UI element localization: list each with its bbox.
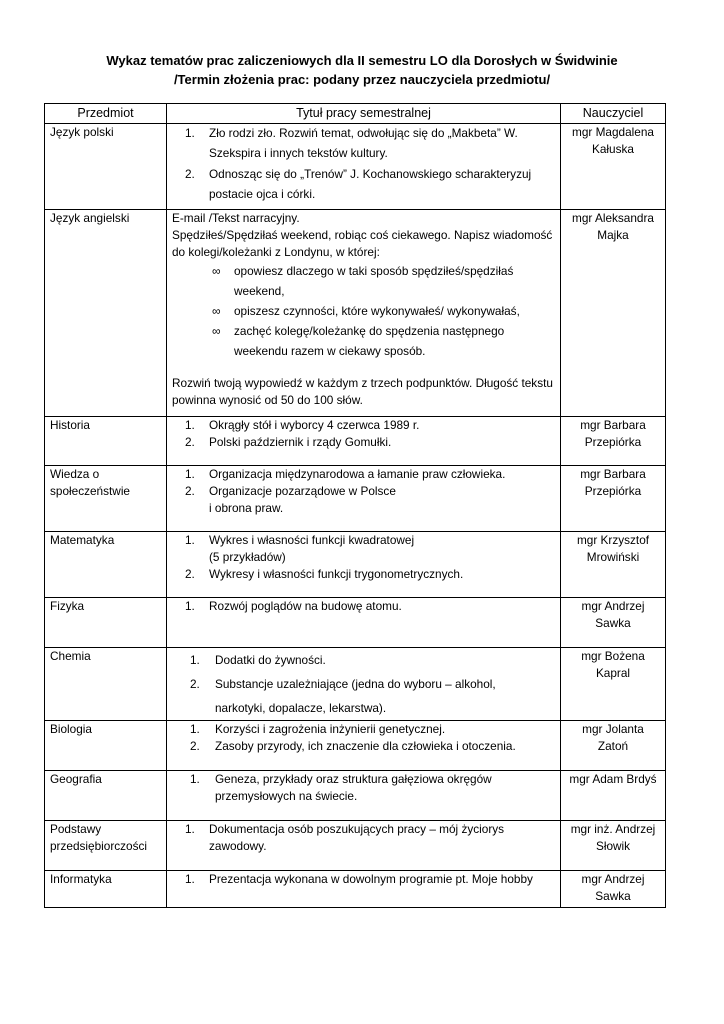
header-subject: Przedmiot	[45, 104, 167, 124]
teacher-cell: mgr Aleksandra Majka	[561, 210, 666, 417]
title-cell	[167, 532, 561, 598]
list-item: 1. Dodatki do żywności.	[190, 653, 326, 667]
table-row	[45, 648, 666, 721]
list-item: 1. Organizacja międzynarodowa a łamanie praw człowieka.	[185, 467, 506, 481]
teacher-cell: mgr Adam Brdyś	[561, 771, 666, 821]
list-item: 2. Substancje uzależniające (jedna do wyboru – alkohol, narkotyki, dopalacze, lekarstwa).	[190, 677, 496, 715]
title-cell	[167, 648, 561, 721]
teacher-cell: mgr Andrzej Sawka	[561, 871, 666, 908]
list-item: ∞ opiszesz czynności, które wykonywałeś/ wykonywałaś,	[172, 301, 555, 321]
list-item: 1. Rozwój poglądów na budowę atomu.	[185, 599, 402, 613]
header-title: Tytuł pracy semestralnej	[167, 104, 561, 124]
teacher-cell: mgr Bożena Kapral	[561, 648, 666, 721]
title-cell	[167, 417, 561, 466]
subject-cell: Chemia	[45, 648, 167, 721]
subject-cell: Język polski	[45, 124, 167, 210]
list-item: 1. Korzyści i zagrożenia inżynierii genetycznej.	[190, 722, 446, 736]
title-cell	[167, 466, 561, 532]
list-item: 2. Odnosząc się do „Trenów” J. Kochanowskiego scharakteryzuj postacie ojca i córki.	[185, 167, 532, 201]
document-title: Wykaz tematów prac zaliczeniowych dla II semestru LO dla Dorosłych w Świdwinie	[106, 53, 618, 68]
title-cell	[167, 871, 561, 908]
list-item: 2. Polski październik i rządy Gomułki.	[185, 435, 392, 449]
subject-cell: Biologia	[45, 721, 167, 771]
subject-cell: Fizyka	[45, 598, 167, 648]
table-row	[45, 598, 666, 648]
task-type: E-mail /Tekst narracyjny.	[172, 211, 300, 225]
subject-cell: Historia	[45, 417, 167, 466]
table-row	[45, 871, 666, 908]
list-item: 1. Okrągły stół i wyborcy 4 czerwca 1989 r.	[185, 418, 420, 432]
teacher-cell: mgr Andrzej Sawka	[561, 598, 666, 648]
list-item: ∞ zachęć kolegę/koleżankę do spędzenia następnego weekendu razem w ciekawy sposób.	[172, 321, 555, 361]
subject-cell: Podstawy przedsiębiorczości	[45, 821, 167, 871]
table-row	[45, 210, 666, 417]
list-item: 2. Organizacje pozarządowe w Polsce i obrona praw.	[185, 484, 396, 515]
title-cell	[167, 598, 561, 648]
list-item: 2. Wykresy i własności funkcji trygonometrycznych.	[185, 567, 464, 581]
list-item: ∞ opowiesz dlaczego w taki sposób spędziłeś/spędziłaś weekend,	[172, 261, 555, 301]
infinity-bullet-icon: ∞	[212, 264, 221, 278]
table-header-row	[45, 104, 666, 124]
header-teacher: Nauczyciel	[561, 104, 666, 124]
table-row	[45, 532, 666, 598]
teacher-cell: mgr Jolanta Zatoń	[561, 721, 666, 771]
list-item: 1. Dokumentacja osób poszukujących pracy – mój życiorys zawodowy.	[185, 822, 505, 853]
assignments-table	[44, 103, 666, 908]
document-subtitle: /Termin złożenia prac: podany przez nauczyciela przedmiotu/	[173, 72, 551, 87]
bullet-list	[172, 261, 555, 361]
table-row	[45, 466, 666, 532]
table-row	[45, 771, 666, 821]
teacher-cell: mgr Krzysztof Mrowiński	[561, 532, 666, 598]
task-instructions: Rozwiń twoją wypowiedź w każdym z trzech podpunktów. Długość tekstu powinna wynosić od 50 do 100 słów.	[172, 376, 553, 407]
list-item: 1. Wykres i własności funkcji kwadratowej (5 przykładów)	[185, 533, 415, 564]
subject-cell: Geografia	[45, 771, 167, 821]
infinity-bullet-icon: ∞	[212, 304, 221, 318]
title-cell	[167, 771, 561, 821]
title-cell	[167, 821, 561, 871]
list-item: 2. Zasoby przyrody, ich znaczenie dla człowieka i otoczenia.	[190, 739, 516, 753]
teacher-cell: mgr Magdalena Kałuska	[561, 124, 666, 210]
subject-cell: Informatyka	[45, 871, 167, 908]
title-cell	[167, 210, 561, 417]
list-item: 1. Geneza, przykłady oraz struktura gałęziowa okręgów przemysłowych na świecie.	[190, 772, 492, 803]
subject-cell: Wiedza o społeczeństwie	[45, 466, 167, 532]
subject-cell: Język angielski	[45, 210, 167, 417]
teacher-cell: mgr Barbara Przepiórka	[561, 417, 666, 466]
task-description: Spędziłeś/Spędziłaś weekend, robiąc coś ciekawego. Napisz wiadomość do kolegi/koleżanki z Londynu, w której:	[172, 228, 553, 259]
list-item: 1. Zło rodzi zło. Rozwiń temat, odwołując się do „Makbeta” W. Szekspira i innych tekstów kultury.	[185, 126, 518, 160]
teacher-cell: mgr Barbara Przepiórka	[561, 466, 666, 532]
teacher-cell: mgr inż. Andrzej Słowik	[561, 821, 666, 871]
title-cell	[167, 721, 561, 771]
list-item: 1. Prezentacja wykonana w dowolnym programie pt. Moje hobby	[185, 872, 533, 886]
subject-cell: Matematyka	[45, 532, 167, 598]
table-row	[45, 124, 666, 210]
infinity-bullet-icon: ∞	[212, 324, 221, 338]
table-row	[45, 821, 666, 871]
title-cell	[167, 124, 561, 210]
table-row	[45, 721, 666, 771]
table-row	[45, 417, 666, 466]
